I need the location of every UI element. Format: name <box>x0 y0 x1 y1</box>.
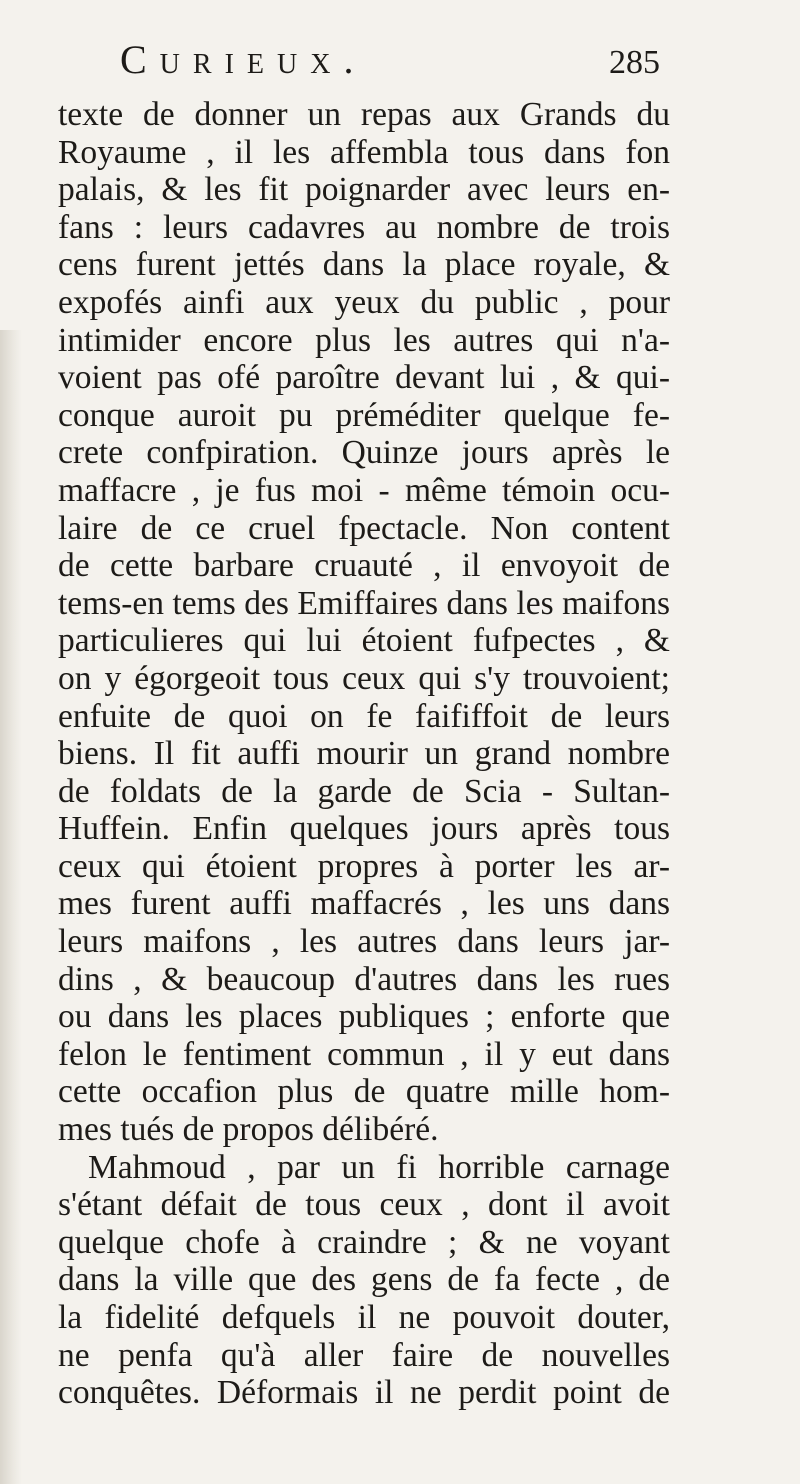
text-line: ou dans les places publiques ; enforte que <box>58 998 670 1036</box>
page-header <box>120 36 660 92</box>
text-line: ceux qui étoient propres à porter les ar- <box>58 847 670 885</box>
text-line: cens furent jettés dans la place royale, & <box>58 246 670 284</box>
text-line: intimider encore plus les autres qui n'a- <box>58 321 670 359</box>
running-title: Curieux. <box>120 37 367 82</box>
text-line-paragraph-end: mes tués de propos délibéré. <box>58 1111 439 1149</box>
text-line: fans : leurs cadavres au nombre de trois <box>58 208 670 246</box>
text-line: laire de ce cruel fpectacle. Non content <box>58 509 670 547</box>
text-line: Huffein. Enfin quelques jours après tous <box>58 810 670 848</box>
text-line: particulieres qui lui étoient fufpectes , & <box>58 622 670 660</box>
binding-gutter-shadow <box>0 330 22 1484</box>
text-line: crete confpiration. Quinze jours après le <box>58 434 670 472</box>
text-line: de foldats de la garde de Scia - Sultan- <box>58 772 670 810</box>
text-line: mes furent auffi maffacrés , les uns dans <box>58 885 670 923</box>
text-line: ne penfa qu'à aller faire de nouvelles <box>58 1336 670 1374</box>
text-line: Royaume , il les affembla tous dans fon <box>58 133 670 171</box>
text-line: maffacre , je fus moi - même témoin ocu- <box>58 471 670 509</box>
body-text <box>58 96 670 1412</box>
text-line: de cette barbare cruauté , il envoyoit de <box>58 547 670 585</box>
text-line: quelque chofe à craindre ; & ne voyant <box>58 1223 670 1261</box>
text-line: tems-en tems des Emiffaires dans les maifons <box>58 584 670 622</box>
text-line: dins , & beaucoup d'autres dans les rues <box>58 960 670 998</box>
text-line: conquêtes. Déformais il ne perdit point de <box>58 1374 670 1412</box>
text-line: on y égorgeoit tous ceux qui s'y trouvoient; <box>58 659 670 697</box>
page-number: 285 <box>609 44 660 81</box>
text-line: cette occafion plus de quatre mille hom- <box>58 1073 670 1111</box>
text-line: felon le fentiment commun , il y eut dans <box>58 1035 670 1073</box>
text-line: conque auroit pu préméditer quelque fe- <box>58 396 670 434</box>
text-line: enfuite de quoi on fe faififfoit de leurs <box>58 697 670 735</box>
text-line: la fidelité defquels il ne pouvoit douter, <box>58 1299 670 1336</box>
text-line: voient pas ofé paroître devant lui , & qui- <box>58 359 670 397</box>
text-line: expofés ainfi aux yeux du public , pour <box>58 283 670 321</box>
text-line: dans la ville que des gens de fa fecte , de <box>58 1261 670 1299</box>
text-line: palais, & les fit poignarder avec leurs en- <box>58 171 670 209</box>
text-line: leurs maifons , les autres dans leurs jar- <box>58 923 670 961</box>
text-line-paragraph-start: Mahmoud , par un fi horrible carnage <box>88 1148 670 1186</box>
text-line: texte de donner un repas aux Grands du <box>58 96 670 133</box>
text-line: s'étant défait de tous ceux , dont il avoit <box>58 1186 670 1224</box>
text-line: biens. Il fit auffi mourir un grand nombre <box>58 735 670 773</box>
